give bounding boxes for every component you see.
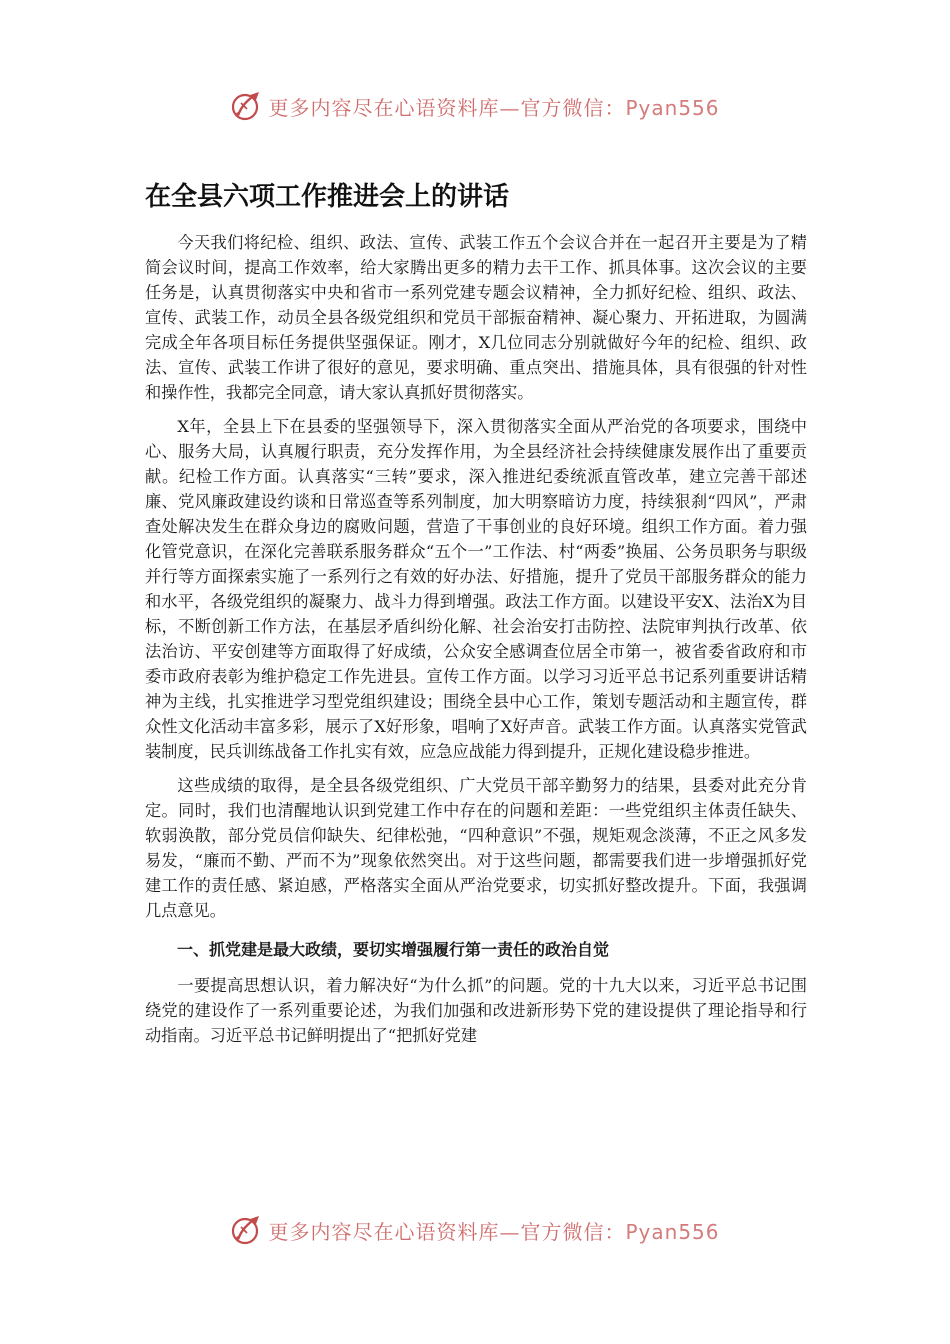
section-heading: 一、抓党建是最大政绩，要切实增强履行第一责任的政治自觉 xyxy=(177,940,610,959)
quill-logo-icon xyxy=(230,1213,264,1247)
watermark-banner-top xyxy=(0,84,950,128)
watermark-text: 更多内容尽在心语资料库—官方微信：Pyan556 xyxy=(268,95,720,120)
document-title: 在全县六项工作推进会上的讲话 xyxy=(145,182,510,212)
wechat-id: Pyan556 xyxy=(625,1219,720,1244)
watermark-text: 更多内容尽在心语资料库—官方微信：Pyan556 xyxy=(268,1219,720,1244)
watermark-banner-bottom xyxy=(0,1208,950,1252)
wechat-id: Pyan556 xyxy=(625,95,720,120)
document-body xyxy=(145,230,807,1057)
paragraph-intro: 今天我们将纪检、组织、政法、宣传、武装工作五个会议合并在一起召开主要是为了精简会议时间，提高工作效率，给大家腾出更多的精力去干工作、抓具体事。这次会议的主要任务是，认真贯彻落实中央和省市一系列党建专题会议精神，全力抓好纪检、组织、政法、宣传、武装工作，动员全县各级党组织和党员干部振奋精神、凝心聚力、开拓进取，为圆满完成全年各项目标任务提供坚强保证。刚才，X几位同志分别就做好今年的纪检、组织、政法、宣传、武装工作讲了很好的意见，要求明确、重点突出、措施具体，具有很强的针对性和操作性，我都完全同意，请大家认真抓好贯彻落实。 xyxy=(145,233,807,402)
quill-logo-icon xyxy=(230,89,264,123)
paragraph-problems: 这些成绩的取得，是全县各级党组织、广大党员干部辛勤努力的结果，县委对此充分肯定。同时，我们也清醒地认识到党建工作中存在的问题和差距：一些党组织主体责任缺失、软弱涣散，部分党员信仰缺失、纪律松弛，“四种意识”不强，规矩观念淡薄，不正之风多发易发，“廉而不勤、严而不为”现象依然突出。对于这些问题，都需要我们进一步增强抓好党建工作的责任感、紧迫感，严格落实全面从严治党要求，切实抓好整改提升。下面，我强调几点意见。 xyxy=(145,776,807,920)
paragraph-achievements: X年，全县上下在县委的坚强领导下，深入贯彻落实全面从严治党的各项要求，围绕中心、服务大局，认真履行职责，充分发挥作用，为全县经济社会持续健康发展作出了重要贡献。纪检工作方面。认真落实“三转”要求，深入推进纪委统派直管改革，建立完善干部述廉、党风廉政建设约谈和日常巡查等系列制度，加大明察暗访力度，持续狠刹“四风”，严肃查处解决发生在群众身边的腐败问题，营造了干事创业的良好环境。组织工作方面。着力强化管党意识，在深化完善联系服务群众“五个一”工作法、村“两委”换届、公务员职务与职级并行等方面探索实施了一系列行之有效的好办法、好措施，提升了党员干部服务群众的能力和水平，各级党组织的凝聚力、战斗力得到增强。政法工作方面。以建设平安X、法治X为目标，不断创新工作方法，在基层矛盾纠纷化解、社会治安打击防控、法院审判执行改革、依法治访、平安创建等方面取得了好成绩，公众安全感调查位居全市第一，被省委省政府和市委市政府表彰为维护稳定工作先进县。宣传工作方面。以学习习近平总书记系列重要讲话精神为主线，扎实推进学习型党组织建设；围绕全县中心工作，策划专题活动和主题宣传，群众性文化活动丰富多彩，展示了X好形象，唱响了X好声音。武装工作方面。认真落实党管武装制度，民兵训练战备工作扎实有效，应急应战能力得到提升，正规化建设稳步推进。 xyxy=(145,417,807,761)
paragraph-section-one: 一要提高思想认识，着力解决好“为什么抓”的问题。党的十九大以来，习近平总书记围绕党的建设作了一系列重要论述，为我们加强和改进新形势下党的建设提供了理论指导和行动指南。习近平总书记鲜明提出了“把抓好党建 xyxy=(145,976,807,1045)
